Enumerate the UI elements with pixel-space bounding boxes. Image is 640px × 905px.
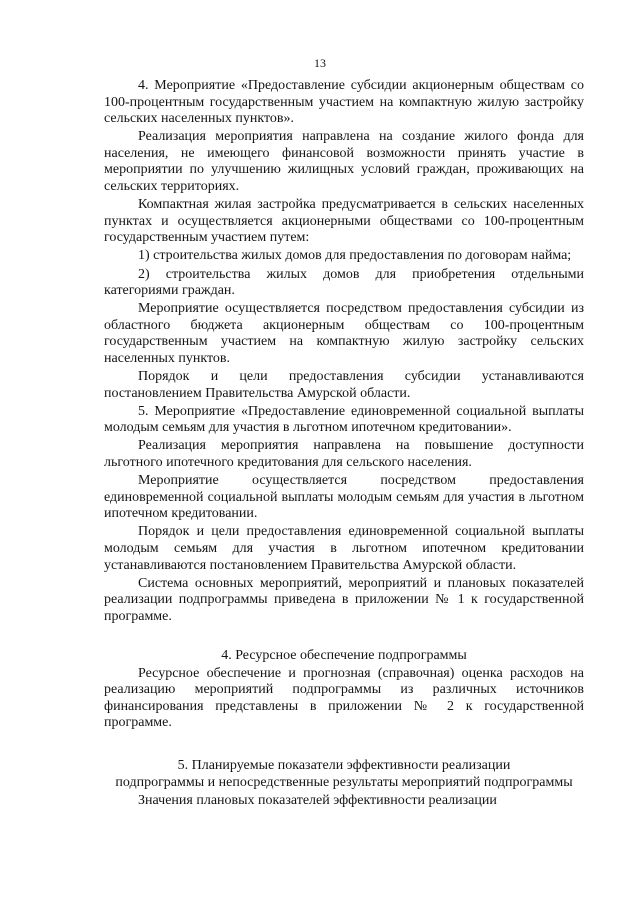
section-5-paragraph-start: Значения плановых показателей эффективности реализации xyxy=(138,792,497,808)
paragraph-system-reference: Система основных мероприятий, мероприятий и плановых показателей реализации подпрограммы приведена в приложении № 1 к государственной программе. xyxy=(104,575,584,624)
paragraph-measure-5-title: 5. Мероприятие «Предоставление единовременной социальной выплаты молодым семьям для участия в льготном ипотечном кредитовании». xyxy=(104,403,584,436)
paragraph-measure-4-title: 4. Мероприятие «Предоставление субсидии акционерным обществам со 100-процентным государственным участием на компактную жилую застройку сельских населенных пунктов». xyxy=(104,78,584,127)
paragraph-payment-procedure: Порядок и цели предоставления единовременной социальной выплаты молодым семьям для участия в льготном ипотечном кредитовании устанавливаются постановлением Правительства Амурской области. xyxy=(104,524,584,573)
section-5-heading-line1: 5. Планируемые показатели эффективности реализации xyxy=(177,757,511,773)
paragraph-subsidy-procedure: Порядок и цели предоставления субсидии устанавливаются постановлением Правительства Амурской области. xyxy=(104,369,584,401)
list-item-1: 1) строительства жилых домов для предоставления по договорам найма; xyxy=(138,248,572,264)
paragraph-compact-housing: Компактная жилая застройка предусматривается в сельских населенных пунктах и осуществляется акционерными обществами со 100-процентным государственным участием путем: xyxy=(104,197,584,246)
page-number: 13 xyxy=(314,56,326,70)
paragraph-measure-5-purpose: Реализация мероприятия направлена на повышение доступности льготного ипотечного кредитования для сельского населения. xyxy=(104,438,584,471)
paragraph-payment-mechanism: Мероприятие осуществляется посредством предоставления единовременной социальной выплаты молодым семьям для участия в льготном ипотечном кредитовании. xyxy=(104,473,584,522)
paragraph-subsidy-mechanism: Мероприятие осуществляется посредством предоставления субсидии из областного бюджета акционерным обществам со 100-процентным государственным участием на компактную жилую застройку сельских населенных пунктов. xyxy=(104,301,584,366)
list-item-2: 2) строительства жилых домов для приобретения отдельными категориями граждан. xyxy=(104,266,584,299)
paragraph-measure-4-purpose: Реализация мероприятия направлена на создание жилого фонда для населения, не имеющего финансовой возможности принять участие в мероприятии по улучшению жилищных условий граждан, проживающих на сельских территориях. xyxy=(104,129,584,195)
section-5-heading xyxy=(104,758,584,791)
section-4-heading: 4. Ресурсное обеспечение подпрограммы xyxy=(221,647,467,663)
section-4-paragraph: Ресурсное обеспечение и прогнозная (справочная) оценка расходов на реализацию мероприятий подпрограммы из различных источников финансирования представлены в приложении № 2 к государственной программе. xyxy=(104,665,584,731)
document-body xyxy=(104,78,584,809)
section-5-heading-line2: подпрограммы и непосредственные результаты мероприятий подпрограммы xyxy=(115,774,573,790)
